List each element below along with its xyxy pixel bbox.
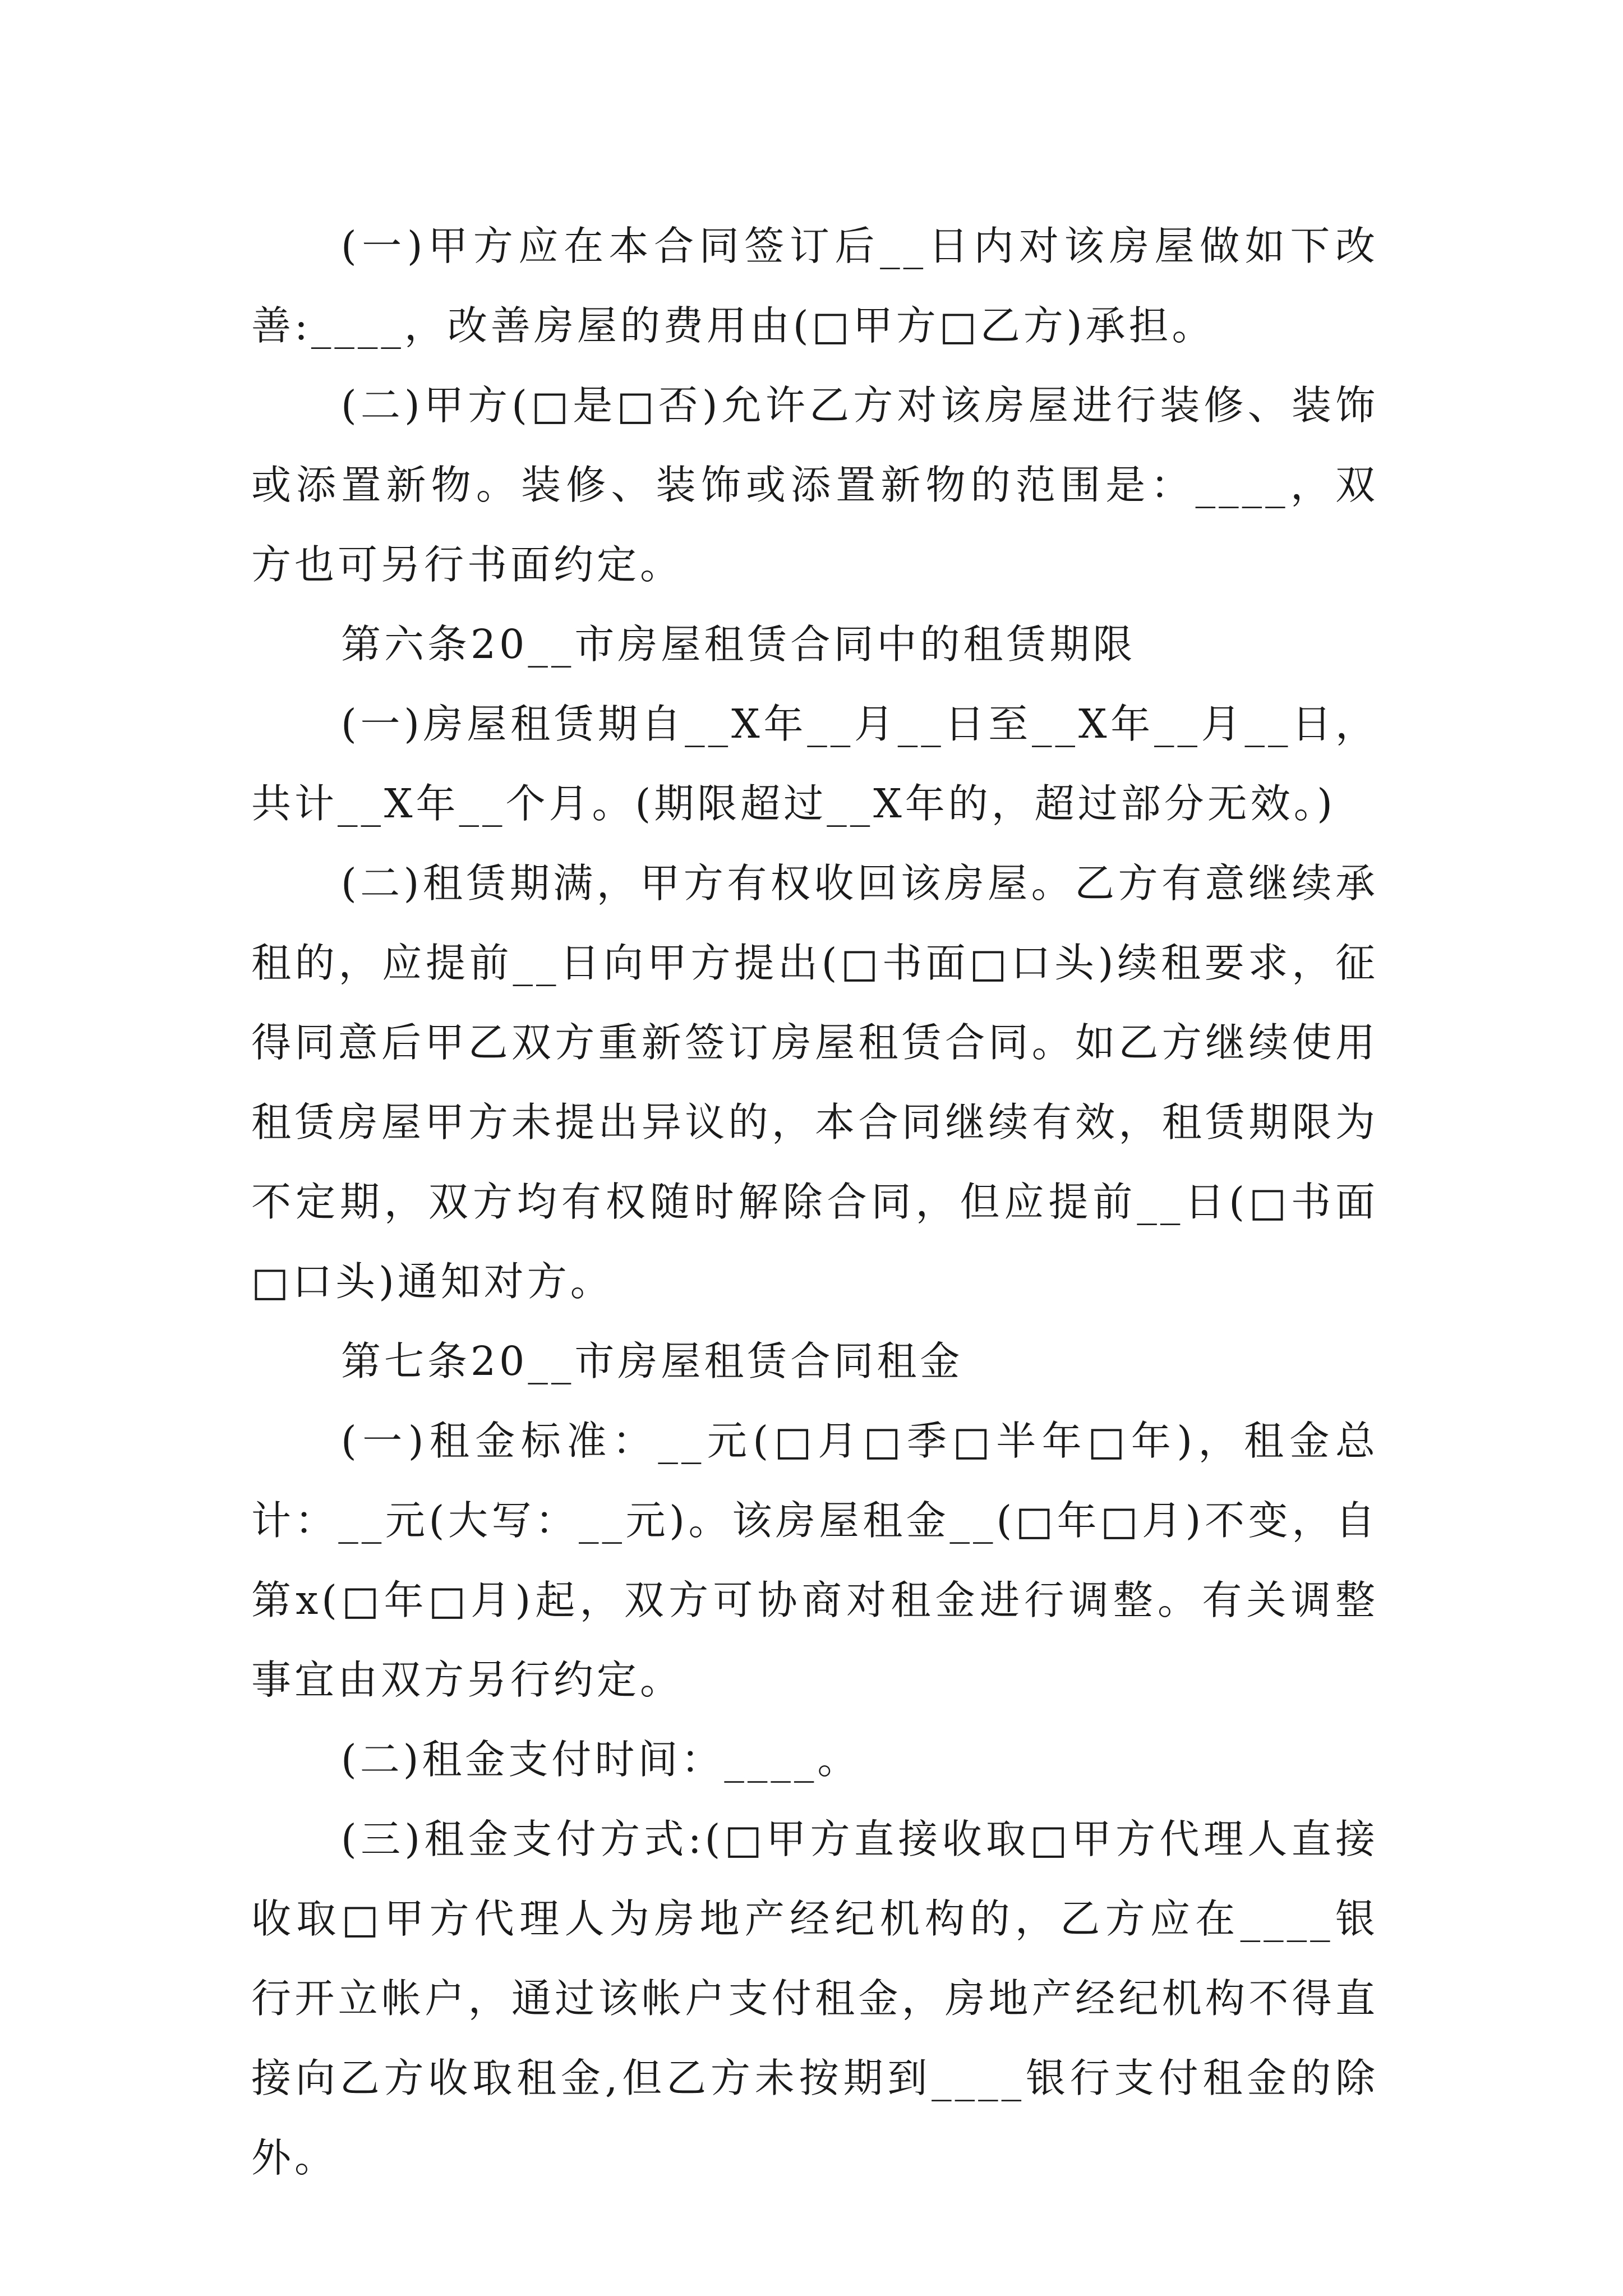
paragraph-decoration: (二)甲方(□是□否)允许乙方对该房屋进行装修、装饰或添置新物。装修、装饰或添置新物的范围是：____，双方也可另行书面约定。 <box>251 382 1378 588</box>
paragraph-rent-payment-method: (三)租金支付方式:(□甲方直接收取□甲方代理人直接收取□甲方代理人为房地产经纪机构的，乙方应在____银行开立帐户，通过该帐户支付租金，房地产经纪机构不得直接向乙方收取租金,但乙方未按期到____银行支付租金的除外。 <box>251 1816 1378 2181</box>
paragraph-rent-payment-time: (二)租金支付时间：____。 <box>341 1736 861 1783</box>
paragraph-improvement: (一)甲方应在本合同签订后__日内对该房屋做如下改善:____，改善房屋的费用由(□甲方□乙方)承担。 <box>251 223 1378 349</box>
paragraph-lease-period: (一)房屋租赁期自__X年__月__日至__X年__月__日，共计__X年__个月。(期限超过__X年的，超过部分无效。) <box>251 701 1378 827</box>
paragraph-rent-standard: (一)租金标准：__元(□月□季□半年□年)，租金总计：__元(大写：__元)。该房屋租金__(□年□月)不变，自第x(□年□月)起，双方可协商对租金进行调整。有关调整事宜由双方另行约定。 <box>251 1418 1378 1703</box>
article-seven-heading: 第七条20__市房屋租赁合同租金 <box>341 1338 963 1384</box>
document-body <box>251 206 1378 2198</box>
paragraph-lease-renewal: (二)租赁期满，甲方有权收回该房屋。乙方有意继续承租的，应提前__日向甲方提出(□书面□口头)续租要求，征得同意后甲乙双方重新签订房屋租赁合同。如乙方继续使用租赁房屋甲方未提出异议的，本合同继续有效，租赁期限为不定期，双方均有权随时解除合同，但应提前__日(□书面□口头)通知对方。 <box>251 860 1378 1305</box>
article-six-heading: 第六条20__市房屋租赁合同中的租赁期限 <box>341 621 1136 668</box>
